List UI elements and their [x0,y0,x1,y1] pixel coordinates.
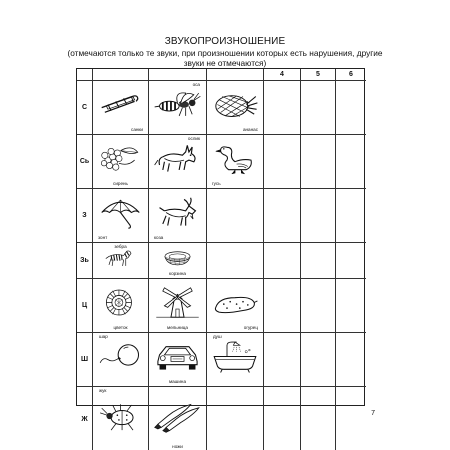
page-title: ЗВУКОПРОИЗНОШЕНИЕ [164,36,286,47]
picture-caption: гусь [212,181,221,186]
goose-icon [211,139,259,178]
picture-cell [93,189,149,243]
sound-letter: Ш [77,333,93,387]
picture-cell [207,387,264,450]
header-cell [207,69,264,81]
mark-cell[interactable] [301,243,336,279]
picture-cell [207,189,264,243]
picture-caption: корзина [169,271,186,276]
beetle-icon [97,391,144,441]
sound-letter: Ж [77,387,93,450]
lilac-icon [97,139,144,178]
mark-cell[interactable] [301,81,336,135]
mark-cell[interactable] [301,135,336,189]
picture-cell [93,279,149,333]
mark-cell[interactable] [301,387,336,450]
header-cell [77,69,93,81]
mark-cell[interactable] [264,135,301,189]
mark-cell[interactable] [336,279,366,333]
picture-cell [93,135,149,189]
pronunciation-table [76,68,365,449]
sound-letter: З [77,189,93,243]
mark-cell[interactable] [336,387,366,450]
page-number: 7 [371,410,375,417]
mark-cell[interactable] [301,333,336,387]
mark-cell[interactable] [336,189,366,243]
sled-icon [97,85,144,124]
mark-cell[interactable] [301,279,336,333]
mark-cell[interactable] [264,387,301,450]
picture-caption: сирень [113,181,128,186]
picture-cell [93,333,149,387]
mark-cell[interactable] [336,135,366,189]
header-cell: 6 [336,69,366,81]
sound-letter: Ц [77,279,93,333]
picture-cell [93,81,149,135]
wasp-icon [153,85,202,124]
picture-cell [207,135,264,189]
zebra-icon [97,247,144,268]
picture-caption: ослик [187,136,200,141]
picture-caption: коза [154,235,164,240]
picture-cell [207,333,264,387]
bathtub-shower-icon [211,337,259,376]
picture-caption: зебра [114,244,127,249]
picture-cell [149,189,207,243]
picture-cell [207,243,264,279]
picture-cell [149,279,207,333]
pineapple-icon [211,85,259,124]
umbrella-icon [97,193,144,232]
picture-cell [207,81,264,135]
windmill-icon [153,283,202,322]
mark-cell[interactable] [301,189,336,243]
picture-cell [149,135,207,189]
page-subtitle: (отмечаются только те звуки, при произношении которых есть нарушения, другие звуки не отмечаются) [67,48,383,68]
donkey-icon [153,139,202,178]
picture-cell [149,387,207,450]
mark-cell[interactable] [264,333,301,387]
car-icon [153,337,202,376]
basket-icon [153,247,202,268]
picture-caption: ананас [242,127,258,132]
picture-caption: зонт [98,235,108,240]
picture-caption: шар [99,334,108,339]
picture-cell [207,279,264,333]
mark-cell[interactable] [336,243,366,279]
mark-cell[interactable] [264,279,301,333]
goat-icon [153,193,202,232]
picture-caption: санки [131,127,143,132]
picture-cell [93,243,149,279]
header-cell [149,69,207,81]
picture-cell [149,243,207,279]
picture-caption: жук [99,388,107,393]
header-cell: 4 [264,69,301,81]
flower-icon [97,283,144,322]
cucumber-icon [211,283,259,322]
sound-letter: С [77,81,93,135]
knives-icon [153,391,202,441]
picture-caption: мельница [167,325,188,330]
mark-cell[interactable] [264,189,301,243]
picture-cell [149,333,207,387]
sound-letter: Зь [77,243,93,279]
mark-cell[interactable] [264,243,301,279]
picture-cell [149,81,207,135]
balloon-icon [97,337,144,376]
header-cell: 5 [301,69,336,81]
mark-cell[interactable] [264,81,301,135]
picture-caption: машина [168,379,187,384]
picture-caption: душ [213,334,222,339]
sound-letter: Сь [77,135,93,189]
header-cell [93,69,149,81]
picture-caption: огурец [243,325,258,330]
picture-caption: ножи [172,444,183,449]
picture-caption: оса [192,82,200,87]
picture-cell [93,387,149,450]
picture-caption: цветок [113,325,128,330]
mark-cell[interactable] [336,81,366,135]
mark-cell[interactable] [336,333,366,387]
